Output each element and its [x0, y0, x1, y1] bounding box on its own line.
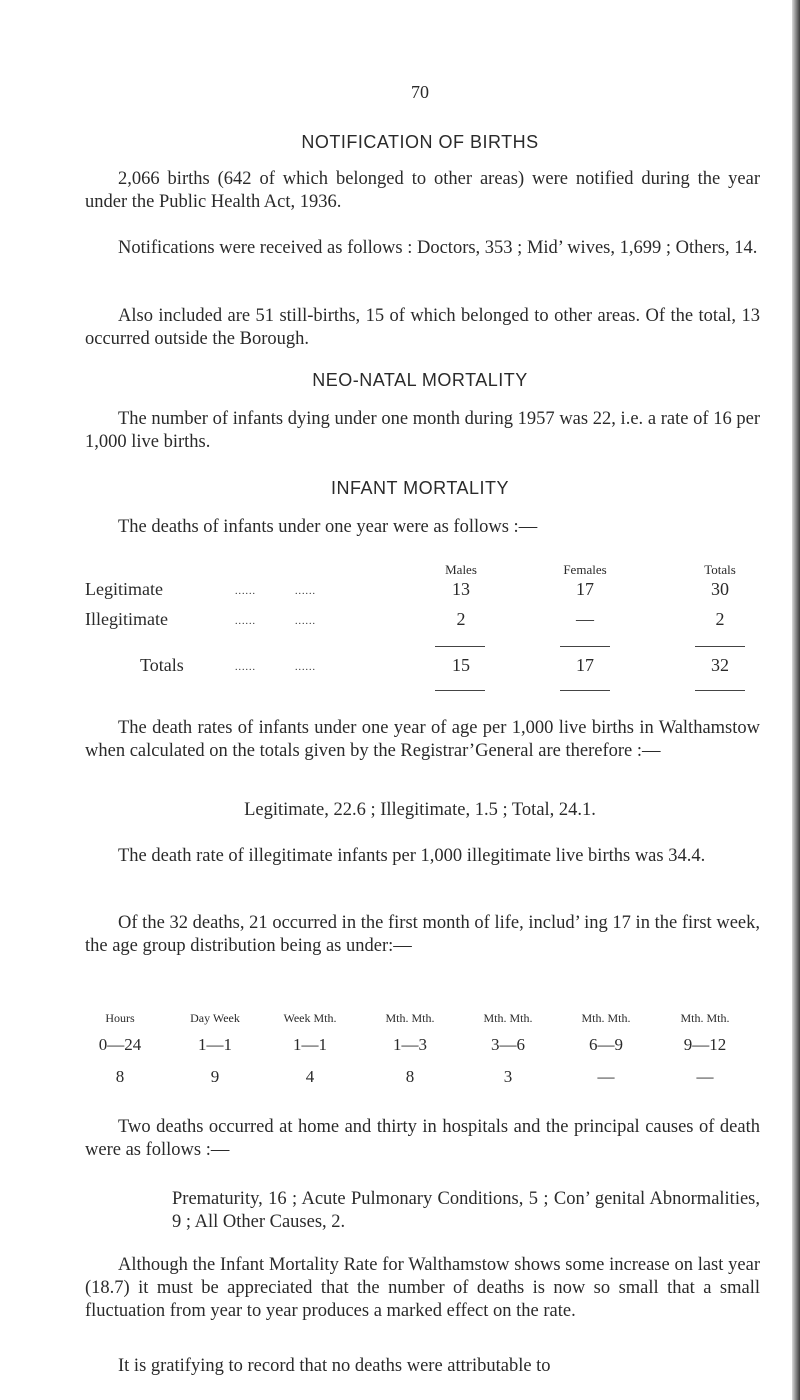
cell-illegitimate-totals: 2 [715, 609, 725, 629]
age-count: 4 [305, 1067, 315, 1086]
age-distribution-intro: Of the 32 deaths, 21 occurred in the first month of life, includ’ ing 17 in the first week, the age group distribution being as under:— [85, 913, 760, 956]
births-paragraph-2: Notifications were received as follows : Doctors, 353 ; Mid’ wives, 1,699 ; Others, 14. [118, 238, 758, 258]
infant-intro: The deaths of infants under one year were as follows :— [118, 517, 538, 537]
age-count: — [597, 1067, 615, 1086]
row-label-totals: Totals [140, 655, 184, 675]
age-count: 3 [503, 1067, 513, 1086]
final-line: It is gratifying to record that no deaths were attributable to [118, 1356, 551, 1376]
age-count: — [696, 1067, 714, 1086]
page-number: 70 [411, 82, 429, 102]
sum-rule [435, 646, 485, 647]
age-header: Day Week [190, 1011, 240, 1025]
row-label-legitimate: Legitimate [85, 579, 163, 599]
age-header: Mth. Mth. [680, 1011, 730, 1025]
sum-rule [695, 646, 745, 647]
table-header-males: Males [445, 562, 477, 577]
sum-rule [560, 646, 610, 647]
infant-mortality-table [85, 562, 760, 702]
cell-totals-females: 17 [576, 655, 594, 675]
leader-dots: ...... [235, 616, 256, 627]
rates-line: Legitimate, 22.6 ; Illegitimate, 1.5 ; Total, 24.1. [244, 800, 596, 820]
births-paragraph-1: 2,066 births (642 of which belonged to other areas) were notified during the year under the Public Health Act, 1936. [85, 169, 760, 212]
cell-illegitimate-females: — [576, 609, 594, 629]
leader-dots: ...... [235, 586, 256, 597]
table-header-females: Females [563, 562, 607, 577]
age-header: Mth. Mth. [483, 1011, 533, 1025]
illegitimate-rate-paragraph: The death rate of illegitimate infants per 1,000 illegitimate live births was 34.4. [118, 846, 706, 866]
age-range: 3—6 [491, 1035, 525, 1054]
cell-legitimate-females: 17 [576, 579, 594, 599]
age-range: 6—9 [589, 1035, 623, 1054]
births-paragraph-3: Also included are 51 still-births, 15 of which belonged to other areas. Of the total, 13 occurred outside the Borough. [85, 306, 760, 349]
cell-legitimate-totals: 30 [711, 579, 729, 599]
leader-dots: ...... [295, 616, 316, 627]
page-spine-edge [792, 0, 800, 1400]
age-header: Mth. Mth. [581, 1011, 631, 1025]
age-header: Hours [105, 1011, 135, 1025]
age-count: 8 [405, 1067, 415, 1086]
cell-illegitimate-males: 2 [456, 609, 466, 629]
age-range: 1—1 [198, 1035, 232, 1054]
age-count: 8 [115, 1067, 125, 1086]
cell-legitimate-males: 13 [452, 579, 470, 599]
cell-totals-males: 15 [452, 655, 470, 675]
births-heading: NOTIFICATION OF BIRTHS [301, 132, 539, 152]
infant-heading: INFANT MORTALITY [330, 478, 510, 498]
age-range: 0—24 [98, 1035, 142, 1054]
rates-intro: The death rates of infants under one year of age per 1,000 live births in Walthamstow when calculated on the totals given by the Registrar’General are therefore :— [85, 718, 760, 761]
neonatal-paragraph: The number of infants dying under one month during 1957 was 22, i.e. a rate of 16 per 1,000 live births. [85, 409, 760, 452]
age-range: 1—1 [293, 1035, 327, 1054]
table-header-totals: Totals [704, 562, 736, 577]
total-rule [435, 690, 485, 691]
total-rule [560, 690, 610, 691]
leader-dots: ...... [235, 662, 256, 673]
leader-dots: ...... [295, 586, 316, 597]
age-range: 9—12 [683, 1035, 727, 1054]
row-label-illegitimate: Illegitimate [85, 609, 168, 629]
leader-dots: ...... [295, 662, 316, 673]
age-header: Week Mth. [283, 1011, 337, 1025]
age-count: 9 [210, 1067, 220, 1086]
age-distribution-table [75, 1011, 765, 1101]
total-rule [695, 690, 745, 691]
neonatal-heading: NEO-NATAL MORTALITY [312, 370, 528, 390]
causes-list: Prematurity, 16 ; Acute Pulmonary Conditions, 5 ; Con’ genital Abnormalities, 9 ; All Other Causes, 2. [172, 1189, 760, 1232]
age-header: Mth. Mth. [385, 1011, 435, 1025]
age-range: 1—3 [393, 1035, 427, 1054]
closing-paragraph: Although the Infant Mortality Rate for Walthamstow shows some increase on last year (18.7) it must be appreciated that the number of deaths is now so small that a small fluctuation from year to year produces a marked effect on the rate. [85, 1255, 760, 1321]
causes-intro: Two deaths occurred at home and thirty in hospitals and the principal causes of death were as follows :— [85, 1117, 760, 1160]
cell-totals-totals: 32 [711, 655, 729, 675]
